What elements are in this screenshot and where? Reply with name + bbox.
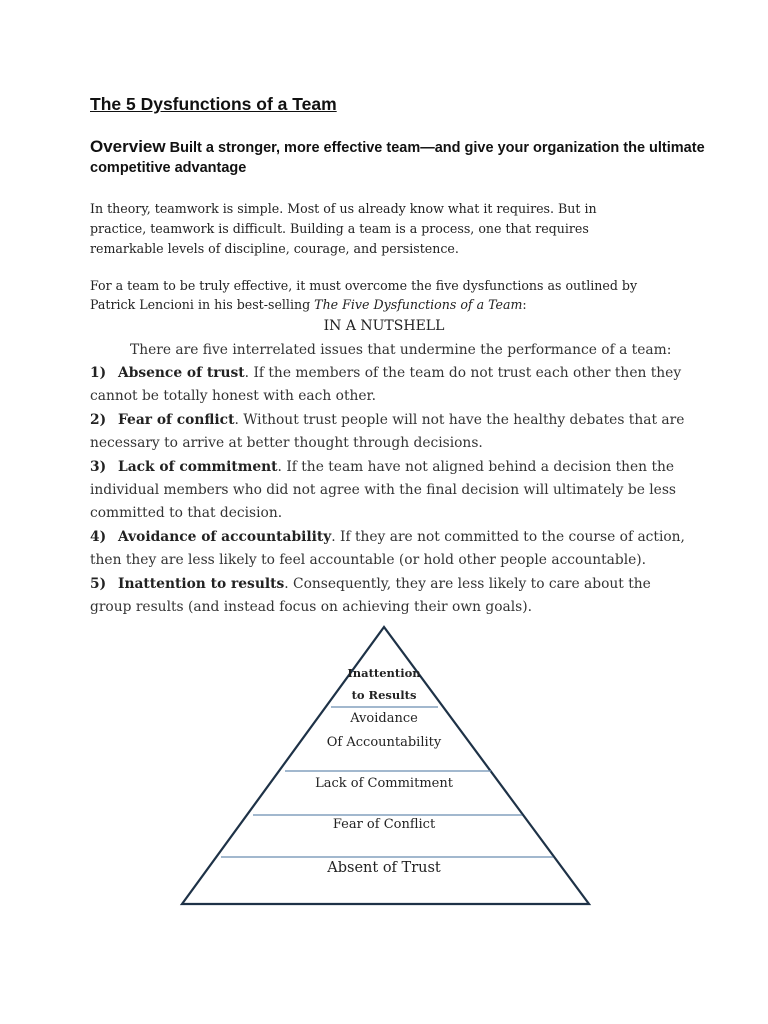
intro-paragraph-1: In theory, teamwork is simple. Most of us already know what it requires. But in practice, teamwork is difficult. Building a team is a process, one that requires remarkable levels of discipline, courage, and persistence. <box>90 201 597 256</box>
item-text: . If the members of the team do not trust each other then they cannot be totally honest with each other. <box>90 365 682 405</box>
nutshell-heading: IN A NUTSHELL <box>323 318 445 334</box>
level-label-line: Lack of Commitment <box>315 776 453 791</box>
nutshell-intro: There are five interrelated issues that undermine the performance of a team: <box>130 342 672 358</box>
pyramid-level-results <box>347 662 420 706</box>
pyramid-level-trust <box>327 857 440 880</box>
item-text: . If the team have not aligned behind a decision then the individual members who did not agree with the final decision will ultimately be less committed to that decision. <box>90 458 676 522</box>
pyramid-level-conflict <box>333 813 435 836</box>
overview-lead: Overview <box>90 137 166 156</box>
item-text: . Without trust people will not have the healthy debates that are necessary to arrive at better thought through decisions. <box>90 411 685 452</box>
book-title: The Five Dysfunctions of a Team <box>314 297 523 312</box>
p2-before: For a team to be truly effective, it must overcome the five dysfunctions as outlined by Patrick Lencioni in his best-selling <box>90 278 638 312</box>
level-label-line: Avoidance <box>350 711 418 726</box>
pyramid-level-accountability <box>327 707 441 755</box>
item-number: 1) <box>90 365 107 381</box>
level-label-line: Fear of Conflict <box>332 817 436 832</box>
item-number: 5) <box>90 575 107 592</box>
document-title: The 5 Dysfunctions of a Team <box>90 94 337 114</box>
p2-after: : <box>522 297 527 312</box>
item-text: . If they are not committed to the course of action, then they are less likely to feel accountable (or hold other people accountable). <box>90 528 685 569</box>
item-text: . Consequently, they are less likely to care about the group results (and instead focus on achieving their own goals). <box>90 575 651 616</box>
item-number: 3) <box>90 458 107 475</box>
level-label-line: Of Accountability <box>326 735 442 750</box>
overview-text: Built a stronger, more effective team—and give your organization the ultimate competitive advantage <box>90 140 705 176</box>
item-term: Fear of conflict <box>118 411 235 428</box>
item-term: Lack of commitment <box>118 458 278 475</box>
level-label-line: Inattention <box>347 666 421 680</box>
item-term: Absence of trust <box>118 365 245 381</box>
item-number: 2) <box>90 411 107 428</box>
pyramid-level-commitment <box>315 772 453 795</box>
item-term: Inattention to results <box>118 575 285 592</box>
item-number: 4) <box>90 528 107 545</box>
item-term: Avoidance of accountability <box>118 528 332 545</box>
level-label-line: Absent of Trust <box>327 860 441 876</box>
level-label-line: to Results <box>351 688 417 702</box>
